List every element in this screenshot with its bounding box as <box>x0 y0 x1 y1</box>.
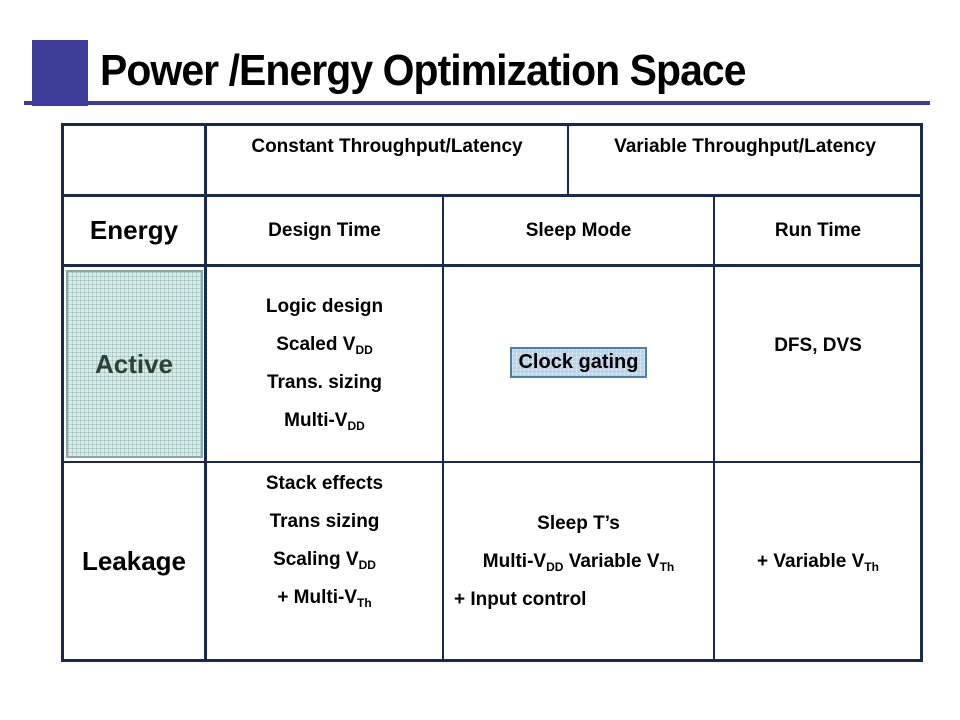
slide-title: Power /Energy Optimization Space <box>100 46 746 95</box>
leakage-design-line-2: Trans sizing <box>269 511 380 532</box>
header-variable-label: Variable Throughput/Latency <box>614 136 876 157</box>
row-label-leakage <box>64 463 204 659</box>
text-line <box>266 288 383 326</box>
text-line <box>273 541 376 579</box>
header-run-time-label: Run Time <box>774 219 862 241</box>
subscript: DD <box>355 343 373 357</box>
leakage-design-line-3: Scaling V <box>273 549 359 570</box>
title-accent-square <box>32 40 88 106</box>
subscript: DD <box>358 558 376 572</box>
leakage-design-line-1: Stack effects <box>265 473 384 494</box>
header-energy <box>64 197 204 264</box>
header-run-time <box>715 197 921 264</box>
leakage-sleep-line-2a: Multi-V <box>482 551 547 572</box>
header-sleep-mode-label: Sleep Mode <box>525 219 632 241</box>
header-design-time <box>207 197 442 264</box>
text-line <box>277 579 371 617</box>
active-sleep-mode-cell <box>444 267 713 461</box>
subscript: Th <box>659 560 675 574</box>
text-line <box>483 543 674 581</box>
active-design-line-4: Multi-V <box>284 410 348 431</box>
active-design-line-3: Trans. sizing <box>266 372 383 393</box>
subscript: Th <box>864 560 879 574</box>
text-line <box>284 402 365 440</box>
header-energy-label: Energy <box>89 215 179 245</box>
row-label-leakage-text: Leakage <box>81 545 187 576</box>
active-run-time-cell <box>715 267 921 461</box>
subscript: DD <box>546 560 564 574</box>
leakage-sleep-line-3: + Input control <box>454 589 587 610</box>
row-label-active-text: Active <box>94 348 174 379</box>
text-line <box>757 543 879 581</box>
text-line <box>267 364 382 402</box>
leakage-run-time-text: + Variable V <box>757 551 865 572</box>
clock-gating-box: Clock gating <box>510 347 646 378</box>
text-line <box>537 505 620 543</box>
row-label-active <box>64 267 204 461</box>
text-line <box>276 326 373 364</box>
text-line <box>270 503 380 541</box>
subscript: DD <box>347 419 365 433</box>
leakage-sleep-line-2b: Variable V <box>563 551 660 572</box>
header-variable-throughput <box>569 126 921 168</box>
header-constant-throughput <box>207 126 567 168</box>
active-design-line-1: Logic design <box>265 296 384 317</box>
leakage-sleep-mode-cell <box>444 463 713 659</box>
header-constant-label: Constant Throughput/Latency <box>251 136 523 157</box>
active-design-line-2: Scaled V <box>276 334 356 355</box>
leakage-run-time-cell <box>715 463 921 659</box>
header-design-time-label: Design Time <box>268 219 381 241</box>
active-design-time-cell <box>207 267 442 461</box>
active-run-time-text: DFS, DVS <box>774 335 862 356</box>
leakage-design-time-cell <box>207 463 442 659</box>
leakage-design-line-4: + Multi-V <box>277 587 358 608</box>
text-line <box>266 465 383 503</box>
title-underline <box>24 101 930 105</box>
header-sleep-mode <box>444 197 713 264</box>
subscript: Th <box>357 596 372 610</box>
text-line <box>444 581 586 619</box>
leakage-sleep-line-1: Sleep T’s <box>537 513 620 534</box>
